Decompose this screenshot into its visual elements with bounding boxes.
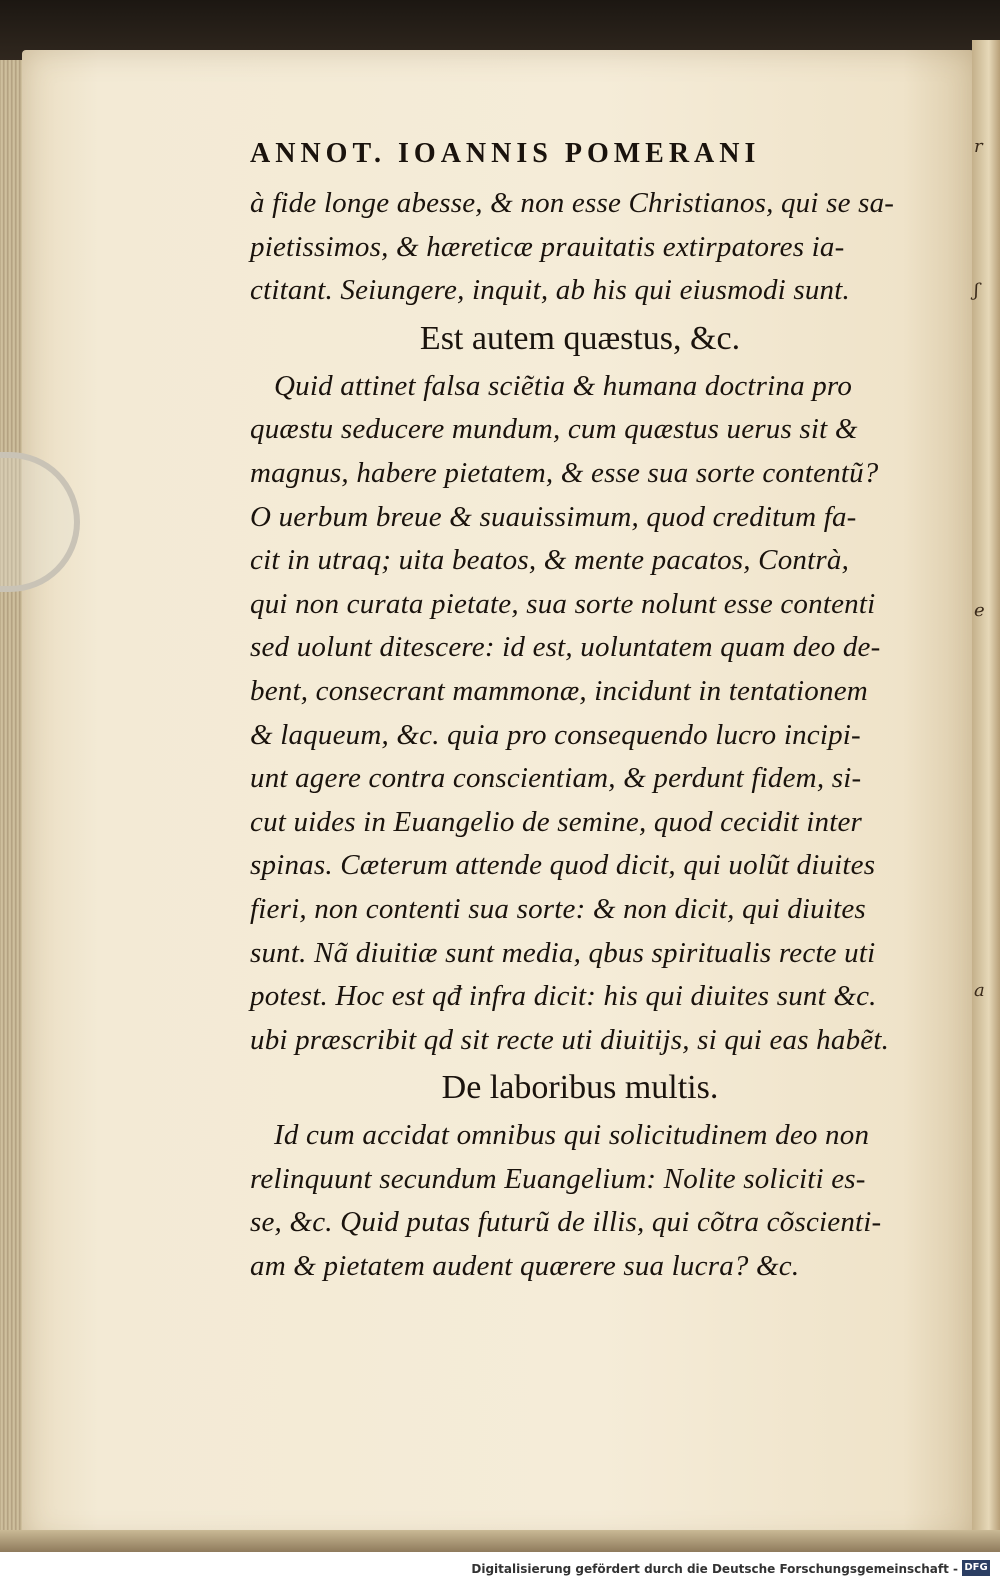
text-line: pietissimos, & hæreticæ prauitatis extirpatores ia- (250, 230, 845, 263)
text-line: unt agere contra conscientiam, & perdunt fidem, si- (250, 762, 862, 795)
text-line: cit in utraq; uita beatos, & mente pacatos, Contrà, (250, 544, 850, 577)
dfg-logo-icon: DFG (962, 1560, 990, 1576)
page-text (250, 126, 910, 1289)
funding-credit: Digitalisierung gefördert durch die Deutsche Forschungsgemeinschaft - (471, 1562, 958, 1576)
text-line: Quid attinet falsa sciẽtia & humana doctrina pro (274, 369, 853, 402)
text-line: sed uolunt ditescere: id est, uoluntatem quam deo de- (250, 631, 881, 664)
paragraph-3 (250, 1114, 910, 1288)
right-page-edge: r ʃ e a (972, 40, 1000, 1552)
text-line: O uerbum breue & suauissimum, quod creditum fa- (250, 500, 857, 533)
text-line: sunt. Nã diuitiæ sunt media, qbus spiritualis recte uti (250, 936, 876, 969)
text-line: magnus, habere pietatem, & esse sua sorte contentũ? (250, 456, 879, 489)
text-line: se, &c. Quid putas futurũ de illis, qui cõtra cõscienti- (250, 1206, 882, 1239)
text-line: qui non curata pietate, sua sorte nolunt esse contenti (250, 587, 876, 620)
page-bottom-edge (0, 1530, 1000, 1552)
paragraph-2 (250, 365, 910, 1063)
text-line: à fide longe abesse, & non esse Christianos, qui se sa- (250, 187, 895, 219)
digitization-footer (0, 1552, 1000, 1586)
text-line: Id cum accidat omnibus qui solicitudinem deo non (274, 1119, 870, 1152)
text-line: potest. Hoc est qđ infra dicit: his qui diuites sunt &c. (250, 980, 877, 1013)
section-heading: Est autem quæstus, &c. (419, 319, 741, 357)
text-line: ubi præscribit qd sit recte uti diuitijs, si qui eas habẽt. (250, 1023, 890, 1056)
text-line: ctitant. Seiungere, inquit, ab his qui eiusmodi sunt. (250, 274, 850, 307)
running-head: ANNOT. IOANNIS POMERANI (250, 138, 761, 169)
text-line: bent, consecrant mammonæ, incidunt in tentationem (250, 674, 868, 707)
text-line: spinas. Cæterum attende quod dicit, qui uolũt diuites (250, 849, 876, 882)
text-line: quæstu seducere mundum, cum quæstus uerus sit & (250, 413, 858, 446)
paragraph-1 (250, 182, 910, 313)
text-line: fieri, non contenti sua sorte: & non dicit, qui diuites (250, 892, 866, 925)
text-line: cut uides in Euangelio de semine, quod cecidit inter (250, 805, 863, 838)
text-line: relinquunt secundum Euangelium: Nolite soliciti es- (250, 1162, 866, 1195)
section-heading: De laboribus multis. (441, 1069, 719, 1107)
text-line: & laqueum, &c. quia pro consequendo lucro incipi- (250, 718, 861, 751)
text-line: am & pietatem audent quærere sua lucra? &c. (250, 1250, 800, 1283)
